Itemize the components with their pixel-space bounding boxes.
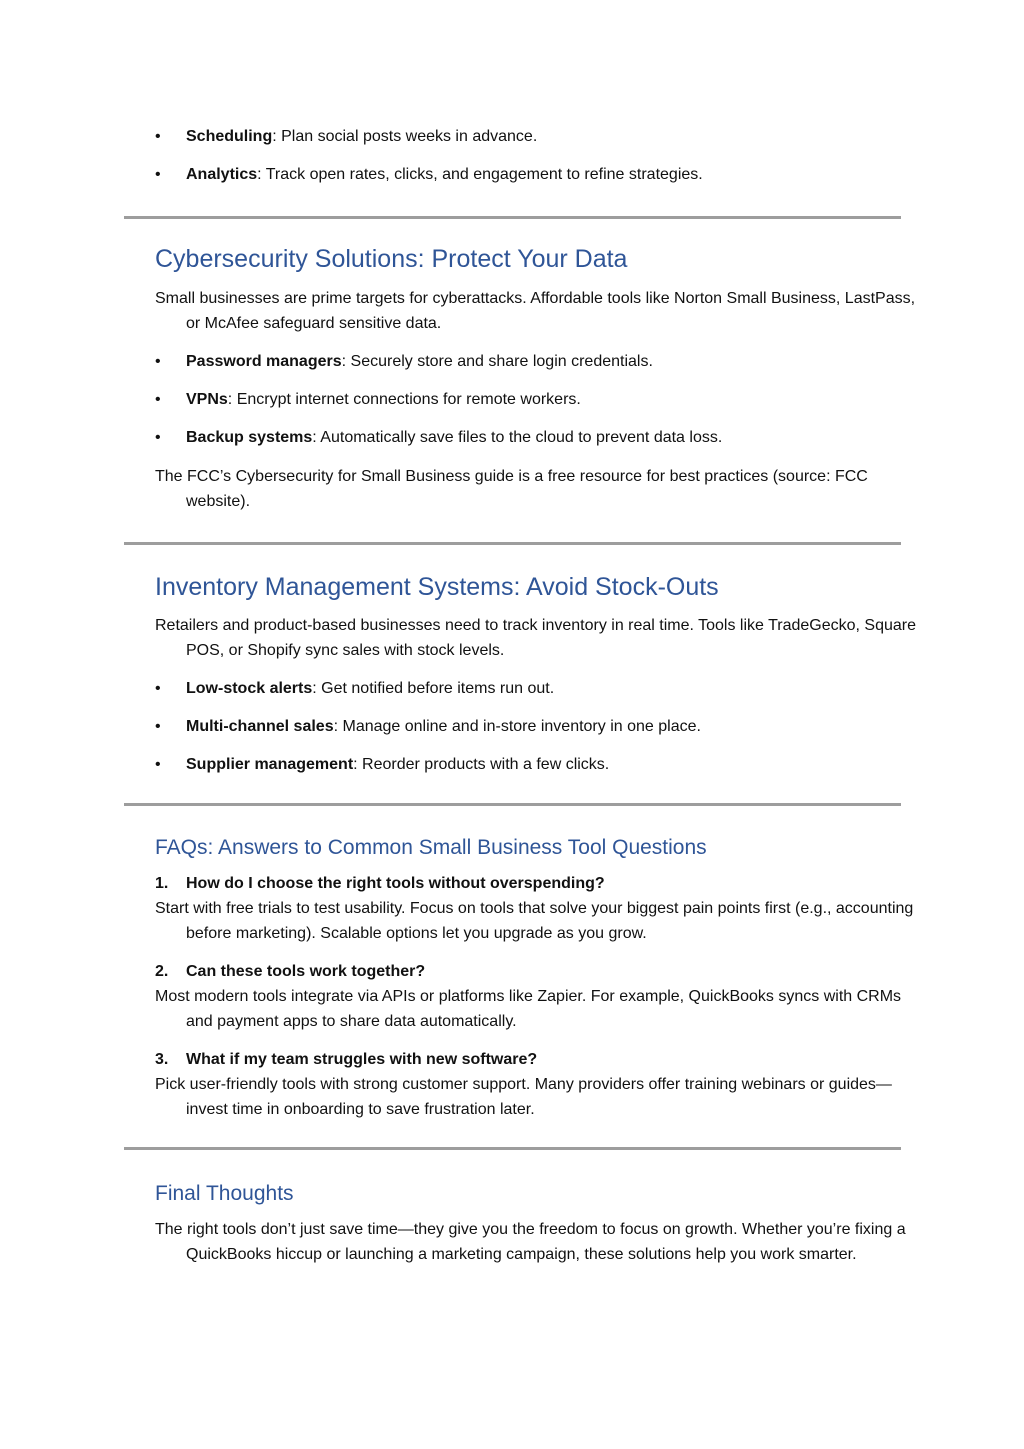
bullet-icon: •: [155, 680, 161, 697]
faq-answer: Most modern tools integrate via APIs or platforms like Zapier. For example, QuickBooks syncs with CRMs and payment apps to share data automatically.: [155, 988, 902, 1030]
section-divider: [124, 1147, 901, 1150]
faq-answer: Pick user-friendly tools with strong customer support. Many providers offer training webinars or guides—invest time in onboarding to save frustration later.: [155, 1076, 892, 1118]
list-item-term: Supplier management: [186, 756, 354, 773]
bullet-icon: •: [155, 353, 161, 370]
list-item-term: VPNs: [186, 391, 228, 408]
faq-number: 1.: [155, 875, 169, 892]
list-item-term: Password managers: [186, 353, 342, 370]
list-item-desc: : Securely store and share login credentials.: [341, 353, 653, 370]
list-item-desc: : Plan social posts weeks in advance.: [272, 128, 538, 145]
list-item-term: Backup systems: [186, 429, 313, 446]
section-divider: [124, 803, 901, 806]
bullet-icon: •: [155, 718, 161, 735]
section-intro: Retailers and product-based businesses need to track inventory in real time. Tools like TradeGecko, Square POS, or Shopify sync sales with stock levels.: [155, 617, 916, 659]
list-item-desc: : Reorder products with a few clicks.: [353, 756, 610, 773]
section-divider: [124, 216, 901, 219]
bullet-icon: •: [155, 391, 161, 408]
faq-answer: Start with free trials to test usability. Focus on tools that solve your biggest pain points first (e.g., accounting before marketing). Scalable options let you upgrade as you grow.: [155, 900, 914, 942]
section-heading-final-thoughts: Final Thoughts: [155, 1182, 294, 1205]
list-item-desc: : Manage online and in-store inventory in one place.: [333, 718, 701, 735]
faq-number: 3.: [155, 1051, 169, 1068]
faq-question-text: Can these tools work together?: [186, 963, 426, 980]
section-heading-inventory: Inventory Management Systems: Avoid Stock-Outs: [155, 573, 719, 601]
section-divider: [124, 542, 901, 545]
list-item-term: Analytics: [186, 166, 258, 183]
faq-number: 2.: [155, 963, 169, 980]
faq-question-text: How do I choose the right tools without overspending?: [186, 875, 605, 892]
faq-question-text: What if my team struggles with new software?: [186, 1051, 538, 1068]
list-item-term: Multi-channel sales: [186, 718, 334, 735]
list-item-desc: : Get notified before items run out.: [312, 680, 555, 697]
list-item-term: Low-stock alerts: [186, 680, 313, 697]
section-outro: The FCC’s Cybersecurity for Small Business guide is a free resource for best practices (source: FCC website).: [155, 468, 868, 510]
bullet-icon: •: [155, 128, 161, 145]
list-item-desc: : Automatically save files to the cloud to prevent data loss.: [312, 429, 723, 446]
list-item-desc: : Track open rates, clicks, and engagement to refine strategies.: [257, 166, 703, 183]
bullet-icon: •: [155, 429, 161, 446]
section-heading-cybersecurity: Cybersecurity Solutions: Protect Your Data: [155, 245, 628, 273]
section-intro: Small businesses are prime targets for cyberattacks. Affordable tools like Norton Small Business, LastPass, or McAfee safeguard sensitive data.: [155, 290, 916, 332]
final-thoughts-body: The right tools don’t just save time—they give you the freedom to focus on growth. Whether you’re fixing a QuickBooks hiccup or launching a marketing campaign, these solutions help you work smarter.: [155, 1221, 906, 1263]
section-heading-faqs: FAQs: Answers to Common Small Business Tool Questions: [155, 836, 707, 859]
bullet-icon: •: [155, 166, 161, 183]
list-item-desc: : Encrypt internet connections for remote workers.: [227, 391, 581, 408]
list-item-term: Scheduling: [186, 128, 273, 145]
bullet-icon: •: [155, 756, 161, 773]
